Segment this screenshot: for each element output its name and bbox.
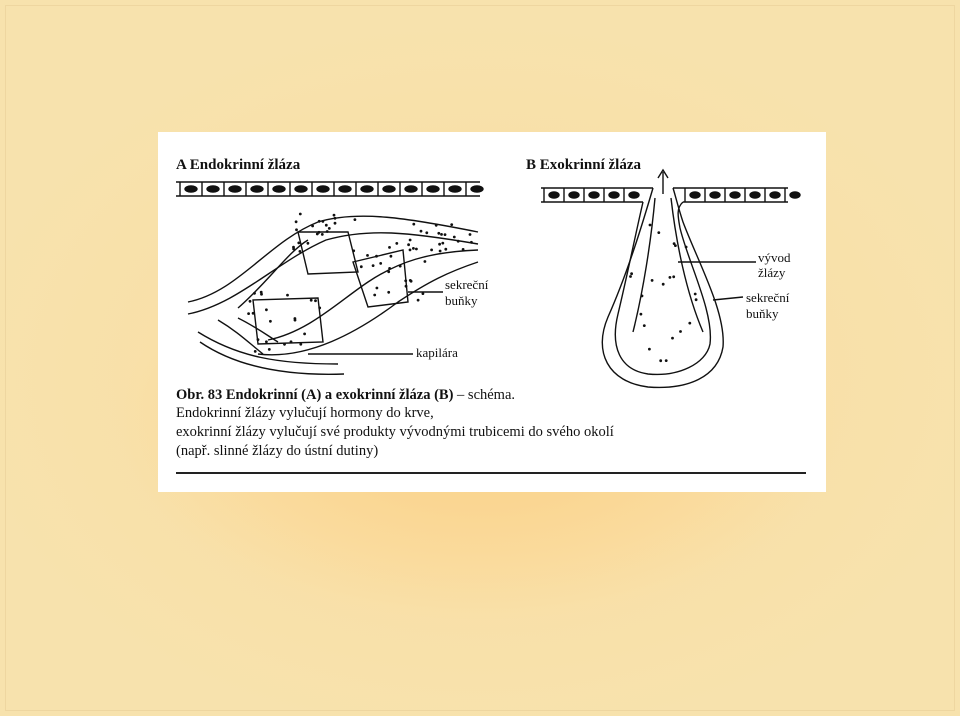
caption-line-3: (např. slinné žlázy do ústní dutiny) <box>176 443 379 459</box>
secretion-granule <box>659 359 662 362</box>
secretion-granule <box>253 292 256 295</box>
secretion-granule <box>254 350 257 353</box>
secretion-granule <box>354 218 357 221</box>
caption-line-1: Endokrinní žlázy vylučují hormony do krve, <box>176 405 434 421</box>
secretion-granule <box>249 300 252 303</box>
cell-nucleus <box>273 186 285 192</box>
secretion-granule <box>307 242 310 245</box>
cell-nucleus <box>569 192 579 198</box>
secretion-granule <box>376 287 379 290</box>
cell-nucleus <box>730 192 740 198</box>
secretion-granule <box>326 230 329 233</box>
cell-nucleus <box>710 192 720 198</box>
label-duct-2: žlázy <box>758 265 786 280</box>
secretion-granule <box>268 348 271 351</box>
secretion-granule <box>669 276 672 279</box>
panel-b-title: B Exokrinní žláza <box>526 157 642 173</box>
secretion-granule <box>649 224 652 227</box>
secretion-granule <box>409 239 412 242</box>
secretion-granule <box>671 337 674 340</box>
secretion-granule <box>438 243 441 246</box>
secretion-granule <box>412 223 415 226</box>
secretion-granule <box>648 348 651 351</box>
secretion-granule <box>430 249 433 252</box>
secretion-granule <box>685 246 688 249</box>
secretion-granule <box>695 298 698 301</box>
secretion-granule <box>314 299 317 302</box>
secretion-granule <box>292 248 295 251</box>
secretion-granule <box>257 338 260 341</box>
cell-nucleus <box>471 186 483 192</box>
secretion-granule <box>417 299 420 302</box>
secretion-granule <box>328 227 331 230</box>
cell-nucleus <box>185 186 197 192</box>
cell-nucleus <box>790 192 800 198</box>
cell-nucleus <box>361 186 373 192</box>
secretion-granule <box>444 248 447 251</box>
secretion-granule <box>404 279 407 282</box>
secretion-granule <box>409 279 412 282</box>
secretion-granule <box>409 249 412 252</box>
cell-nucleus <box>427 186 439 192</box>
secretion-granule <box>318 220 321 223</box>
caption-title-rest: – schéma. <box>453 387 516 403</box>
secretion-granule <box>450 223 453 226</box>
secretion-granule <box>310 299 313 302</box>
secretion-granule <box>265 308 268 311</box>
label-secretory-cells-a-2: buňky <box>445 293 478 308</box>
secretion-granule <box>407 243 410 246</box>
secretion-granule <box>399 265 402 268</box>
secretion-granule <box>318 307 321 310</box>
secretion-granule <box>694 293 697 296</box>
secretion-granule <box>321 233 324 236</box>
secretion-granule <box>295 220 298 223</box>
secretion-granule <box>412 247 415 250</box>
secretion-granule <box>441 242 444 245</box>
secretion-granule <box>333 214 336 217</box>
secretion-granule <box>388 246 391 249</box>
secretion-granule <box>457 240 460 243</box>
caption-line-2: exokrinní žlázy vylučují své produkty vývodnými trubicemi do svého okolí <box>176 424 614 440</box>
secretion-granule <box>440 233 443 236</box>
cell-nucleus <box>449 186 461 192</box>
caption-bottom-rule <box>176 472 806 474</box>
secretion-granule <box>372 264 375 267</box>
secretion-granule <box>679 330 682 333</box>
secretion-granule <box>674 244 677 247</box>
secretion-granule <box>688 322 691 325</box>
secretion-granule <box>420 230 423 233</box>
cell-nucleus <box>295 186 307 192</box>
cell-nucleus <box>317 186 329 192</box>
label-secretory-cells-b-1: sekreční <box>746 290 790 305</box>
secretion-granule <box>334 222 337 225</box>
secretion-granule <box>387 270 390 273</box>
secretion-granule <box>366 254 369 257</box>
secretion-granule <box>424 260 427 263</box>
secretion-granule <box>672 275 675 278</box>
pointer-cells-b <box>713 297 743 300</box>
cell-nucleus <box>609 192 619 198</box>
secretion-granule <box>643 324 646 327</box>
secretion-granule <box>388 267 391 270</box>
secretion-granule <box>375 255 378 258</box>
secretion-granule <box>470 241 473 244</box>
secretion-granule <box>247 312 250 315</box>
cell-nucleus <box>750 192 760 198</box>
secretion-granule <box>269 320 272 323</box>
cell-nucleus <box>207 186 219 192</box>
secretion-granule <box>352 249 355 252</box>
secretion-granule <box>630 272 633 275</box>
caption-title-bold: Obr. 83 Endokrinní (A) a exokrinní žláza (B) <box>176 387 454 403</box>
secretion-granule <box>387 291 390 294</box>
secretion-granule <box>294 319 297 322</box>
figure-caption-title <box>176 386 515 404</box>
secretion-granule <box>439 250 442 253</box>
secretion-granule <box>316 233 319 236</box>
secretion-granule <box>425 231 428 234</box>
cell-nucleus <box>229 186 241 192</box>
secretion-granule <box>325 224 328 227</box>
gland-figure <box>158 132 826 492</box>
secretion-granule <box>640 313 643 316</box>
secretion-granule <box>435 224 438 227</box>
secretion-granule <box>303 333 306 336</box>
cell-nucleus <box>589 192 599 198</box>
secretion-granule <box>422 292 425 295</box>
secretion-granule <box>322 220 325 223</box>
cell-cluster-2 <box>353 250 408 307</box>
secretion-granule <box>629 275 632 278</box>
secretion-granule <box>395 242 398 245</box>
capillary-wall-1 <box>188 216 478 302</box>
secretion-granule <box>265 340 268 343</box>
secretion-granule <box>299 343 302 346</box>
secretion-granule <box>662 283 665 286</box>
secretion-granule <box>415 248 418 251</box>
secretion-granule <box>311 225 314 228</box>
secretion-granule <box>444 233 447 236</box>
cell-nucleus <box>690 192 700 198</box>
cell-nucleus <box>383 186 395 192</box>
epithelium-cells-b <box>544 188 800 202</box>
cell-nucleus <box>629 192 639 198</box>
label-capillary: kapilára <box>416 345 458 360</box>
secretion-granule <box>260 291 263 294</box>
secretion-granule <box>373 294 376 297</box>
secretion-granule <box>286 294 289 297</box>
cell-nucleus <box>549 192 559 198</box>
secretion-granule <box>299 213 302 216</box>
secretion-granule <box>295 228 298 231</box>
cell-nucleus <box>405 186 417 192</box>
gland-inner-wall <box>615 202 710 374</box>
secretion-granule <box>390 255 393 258</box>
cell-nucleus <box>251 186 263 192</box>
secretion-granule <box>657 231 660 234</box>
secretion-granule <box>252 312 255 315</box>
secretion-granule <box>437 232 440 235</box>
secretion-granule <box>299 250 302 253</box>
cell-nucleus <box>770 192 780 198</box>
secretion-granule <box>297 242 300 245</box>
secretion-granule <box>360 265 363 268</box>
epithelium-cells-a <box>180 182 483 196</box>
secretion-granule <box>290 340 293 343</box>
secretion-granule <box>283 343 286 346</box>
secretion-granule <box>462 248 465 251</box>
label-secretory-cells-a-1: sekreční <box>445 277 489 292</box>
secretion-granule <box>453 236 456 239</box>
secretion-granule <box>651 279 654 282</box>
secretion-granule <box>641 295 644 298</box>
label-secretory-cells-b-2: buňky <box>746 306 779 321</box>
secretion-granule <box>379 262 382 265</box>
secretion-granule <box>334 217 337 220</box>
cell-nucleus <box>339 186 351 192</box>
secretion-granule <box>405 285 408 288</box>
label-duct-1: vývod <box>758 250 791 265</box>
secretion-granule <box>469 233 472 236</box>
secretion-granule <box>665 359 668 362</box>
cell-cluster-1 <box>298 232 358 274</box>
panel-a-title: A Endokrinní žláza <box>176 157 301 173</box>
